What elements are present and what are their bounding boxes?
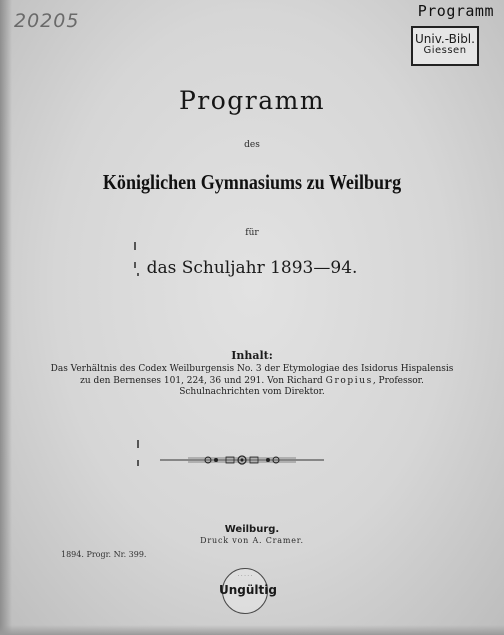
contents-line-2 [0, 376, 504, 388]
handwritten-catalog-number: 20205 [14, 10, 80, 32]
document-title: Programm [178, 86, 326, 115]
page-bottom-shadow [0, 625, 504, 635]
library-stamp-line2: Giessen [423, 44, 467, 56]
imprint-printer: Druck von A. Cramer. [200, 536, 304, 545]
pencil-mark [134, 262, 136, 268]
word-fuer: für [245, 228, 259, 238]
school-year: das Schuljahr 1893—94. [146, 258, 358, 278]
contents-heading: Inhalt: [231, 349, 273, 362]
contents-line-2-prefix: zu den Bernenses 101, 224, 36 und 291. Von Richard [80, 375, 326, 386]
contents-text [0, 364, 504, 399]
pencil-mark [137, 460, 139, 466]
contents-line-2-suffix: , Professor. [372, 375, 424, 386]
author-name: Gropius [325, 375, 373, 386]
decorative-rule-ornament [158, 452, 326, 468]
contents-line-3: Schulnachrichten vom Direktor. [179, 387, 325, 397]
library-stamp-line1: Univ.-Bibl. [415, 32, 475, 46]
library-stamp [411, 26, 479, 66]
pencil-mark [137, 440, 139, 448]
invalid-stamp-word: Ungültig [219, 583, 277, 597]
contents-line-1: Das Verhältnis des Codex Weilburgensis No. 3 der Etymologiae des Isidorus Hispalensis [50, 364, 454, 374]
imprint-city: Weilburg. [224, 524, 280, 535]
institution-name: Königlichen Gymnasiums zu Weilburg [102, 170, 402, 194]
program-reference: 1894. Progr. Nr. 399. [61, 550, 147, 559]
stamp-ring-text: · · · · · [237, 573, 253, 579]
pencil-mark [134, 242, 136, 250]
corner-label: Programm [417, 2, 494, 20]
invalid-stamp [219, 568, 277, 614]
word-des: des [244, 140, 260, 150]
pencil-mark [137, 273, 139, 276]
